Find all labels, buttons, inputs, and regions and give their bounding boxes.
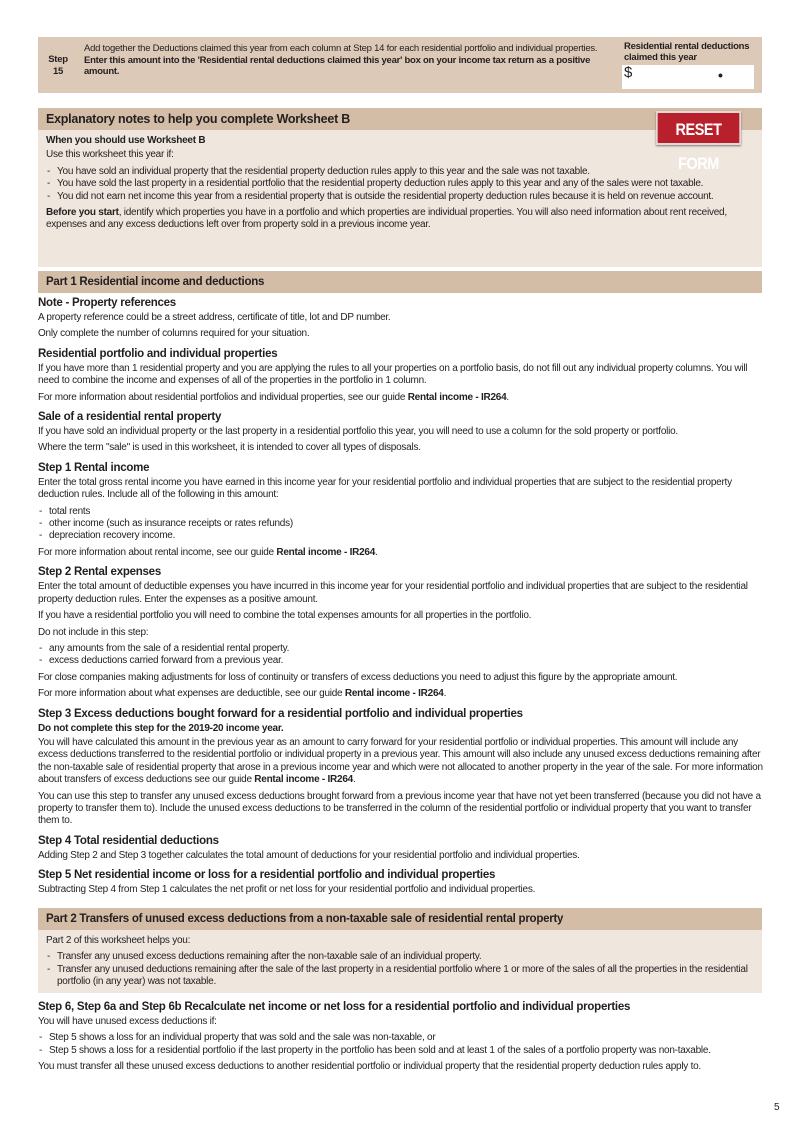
list-item: - Step 5 shows a loss for an individual property that was sold and the sale was non-taxable, or bbox=[38, 1032, 764, 1044]
paragraph bbox=[38, 363, 764, 388]
explanatory-header: Explanatory notes to help you complete Worksheet B bbox=[38, 108, 762, 130]
text-fragment: If you have more than 1 residential property and you are applying the rules to all your properties on a portfolio basis, do not fill out any individual property columns. You will need to combine the income and expenses of all of the properties in the portfolio in 1 column. bbox=[38, 362, 748, 387]
list-item: - You have sold an individual property that the residential property deduction rules apply to this year and the sale was not taxable. bbox=[46, 166, 760, 178]
bold-text: Before you start bbox=[46, 207, 119, 219]
paragraph bbox=[38, 737, 764, 787]
paragraph bbox=[38, 850, 764, 862]
text-fragment: Subtracting Step 4 from Step 1 calculates the net profit or net loss for your residential portfolio and individual properties. bbox=[38, 884, 536, 896]
text-fragment: For more information about rental income, see our guide bbox=[38, 546, 277, 558]
text-fragment: Adding Step 2 and Step 3 together calculates the total amount of deductions for your residential portfolio and individual properties. bbox=[38, 849, 580, 861]
paragraph bbox=[38, 672, 764, 684]
list-item: - Transfer any unused excess deductions remaining after the non-taxable sale of an individual property. bbox=[46, 951, 760, 963]
paragraph bbox=[38, 426, 764, 438]
part-1-header: Part 1 Residential income and deductions bbox=[38, 271, 762, 293]
text-fragment: . bbox=[352, 774, 356, 786]
explanatory-content bbox=[38, 135, 760, 236]
paragraph bbox=[38, 610, 764, 622]
text-fragment: . bbox=[443, 688, 447, 700]
bold-text: Rental income - IR264 bbox=[344, 688, 444, 700]
section-heading: Step 6, Step 6a and Step 6b Recalculate net income or net loss for a residential portfolio and individual properties bbox=[38, 1001, 631, 1013]
paragraph bbox=[38, 1061, 764, 1073]
paragraph bbox=[38, 312, 764, 324]
step-6-content bbox=[38, 996, 764, 1078]
paragraph bbox=[38, 1016, 764, 1028]
text-fragment: Do not include in this step: bbox=[38, 626, 149, 638]
section-heading: Step 4 Total residential deductions bbox=[38, 834, 219, 847]
paragraph bbox=[46, 149, 760, 161]
page-number: 5 bbox=[774, 1102, 780, 1113]
text-fragment: . bbox=[375, 546, 378, 558]
paragraph bbox=[38, 547, 764, 559]
text-fragment: You will have calculated this amount in the previous year as an amount to carry forward for your residential portfolio or individual properties. This amount will include any excess deductions transferred to the residential portfolio or individual property in a previous year. This amount will also include any unused excess deductions remaining after the non-taxable sale of residential property that arose in a previous income year and which were not allocated to another property in the year of the sale. For more information about transfers of excess deductions see our guide bbox=[38, 736, 763, 786]
list-item: - any amounts from the sale of a residential rental property. bbox=[38, 643, 764, 655]
text-fragment: For more information about what expenses are deductible, see our guide bbox=[38, 688, 345, 700]
section-heading: Residential portfolio and individual properties bbox=[38, 347, 278, 360]
text-fragment: Enter the total gross rental income you have earned in this income year for your residential portfolio and individual properties that are subject to the residential property deduction rules. Include all of the following in this amount: bbox=[38, 476, 732, 501]
text-fragment: A property reference could be a street address, certificate of title, lot and DP number. bbox=[38, 312, 391, 323]
text-fragment: You will have unused excess deductions if: bbox=[38, 1016, 217, 1027]
list-item: - excess deductions carried forward from a previous year. bbox=[38, 655, 764, 667]
decimal-point: • bbox=[718, 67, 723, 83]
paragraph bbox=[46, 207, 760, 232]
step-15-instructions bbox=[84, 43, 614, 78]
reset-form-button[interactable]: RESET FORM bbox=[656, 111, 741, 145]
text-fragment: Where the term "sale" is used in this worksheet, it is intended to cover all types of disposals. bbox=[38, 442, 421, 454]
list-item: - total rents bbox=[38, 506, 764, 518]
section-heading: Step 5 Net residential income or loss for a residential portfolio and individual properties bbox=[38, 869, 496, 882]
paragraph bbox=[38, 884, 764, 896]
text-fragment: Enter the total amount of deductible expenses you have incurred in this income year for your residential portfolio and individual properties that are subject to the residential property deduction rules. Enter the expenses as a positive amount. bbox=[38, 581, 748, 605]
section-heading: Sale of a residential rental property bbox=[38, 411, 222, 424]
step-15-label: Step 15 bbox=[48, 54, 68, 77]
text-fragment: You must transfer all these unused excess deductions to another residential portfolio or individual property that the residential property deduction rules apply to. bbox=[38, 1061, 701, 1073]
bullet-list bbox=[46, 951, 760, 988]
list-item: - other income (such as insurance receipts or rates refunds) bbox=[38, 518, 764, 530]
step-15-line-2: Enter this amount into the 'Residential rental deductions claimed this year' box on your income tax return as a positive amount. bbox=[84, 54, 591, 77]
text-fragment: Only complete the number of columns required for your situation. bbox=[38, 328, 310, 340]
bullet-list bbox=[38, 643, 764, 668]
paragraph bbox=[38, 688, 764, 700]
paragraph bbox=[38, 442, 764, 454]
step-15-line-1: Add together the Deductions claimed this year from each column at Step 14 for each residential portfolio and individual properties. bbox=[84, 43, 598, 54]
text-fragment: If you have a residential portfolio you will need to combine the total expenses amounts for all properties in the portfolio. bbox=[38, 610, 532, 622]
bold-text: Rental income - IR264 bbox=[407, 391, 507, 403]
list-item: - You have sold the last property in a residential portfolio that the residential property deduction rules apply to this year and any of the sales were not taxable. bbox=[46, 178, 760, 190]
text-fragment: Part 2 of this worksheet helps you: bbox=[46, 935, 191, 946]
text-fragment: , identify which properties you have in a portfolio and which properties are individual properties. You will also need information about rent received, expenses and any excess deductions left over from property sold in a previous income year. bbox=[46, 207, 727, 231]
text-fragment: For more information about residential portfolios and individual properties, see our guide bbox=[38, 391, 408, 403]
section-heading: Do not complete this step for the 2019-20 income year. bbox=[38, 722, 284, 734]
section-heading: When you should use Worksheet B bbox=[46, 135, 206, 146]
paragraph bbox=[38, 477, 764, 502]
bullet-list bbox=[46, 166, 760, 203]
section-heading: Step 3 Excess deductions bought forward for a residential portfolio and individual properties bbox=[38, 707, 523, 720]
currency-symbol: $ bbox=[624, 64, 633, 81]
text-fragment: For close companies making adjustments for loss of continuity or transfers of excess deductions you need to adjust this figure by the appropriate amount. bbox=[38, 671, 678, 683]
paragraph bbox=[38, 581, 764, 606]
paragraph bbox=[38, 627, 764, 639]
deductions-box-label: Residential rental deductions claimed this year bbox=[624, 41, 750, 63]
section-heading: Step 2 Rental expenses bbox=[38, 566, 161, 579]
paragraph bbox=[46, 935, 760, 947]
section-heading: Note - Property references bbox=[38, 297, 176, 309]
list-item: - Transfer any unused deductions remaining after the sale of the last property in a residential portfolio where 1 or more of the sales of all the properties in the residential portfolio (in any year) was not taxable. bbox=[46, 964, 760, 989]
paragraph bbox=[38, 791, 764, 828]
step-15-panel bbox=[38, 37, 762, 93]
list-item: - Step 5 shows a loss for a residential portfolio if the last property in the portfolio has been sold and at least 1 of the sales of a portfolio property was non-taxable. bbox=[38, 1045, 764, 1057]
text-fragment: If you have sold an individual property or the last property in a residential portfolio this year, you will need to use a column for the sold property or portfolio. bbox=[38, 426, 678, 438]
part-1-content bbox=[38, 294, 764, 901]
section-heading: Step 1 Rental income bbox=[38, 461, 150, 474]
text-fragment: You can use this step to transfer any unused excess deductions brought forward from a previous income year that have not yet been transferred (because you did not have a property to transfer them to). Include the unused excess deductions to be transferred in the column of the residential portfolio or individual property that you want to transfer them to. bbox=[38, 790, 761, 827]
bold-text: Rental income - IR264 bbox=[254, 774, 353, 786]
text-fragment: Use this worksheet this year if: bbox=[46, 149, 174, 161]
part-2-header: Part 2 Transfers of unused excess deductions from a non-taxable sale of residential rental property bbox=[38, 908, 762, 930]
paragraph bbox=[38, 392, 764, 404]
bold-text: Rental income - IR264 bbox=[276, 546, 376, 558]
bullet-list bbox=[38, 506, 764, 543]
text-fragment: . bbox=[506, 391, 509, 403]
part-2-content bbox=[38, 935, 760, 993]
list-item: - depreciation recovery income. bbox=[38, 530, 764, 542]
bullet-list bbox=[38, 1032, 764, 1057]
paragraph bbox=[38, 328, 764, 340]
list-item: - You did not earn net income this year from a residential property that is outside the residential property deduction rules because it is held on revenue account. bbox=[46, 191, 760, 203]
deductions-claimed-input[interactable] bbox=[622, 65, 754, 89]
